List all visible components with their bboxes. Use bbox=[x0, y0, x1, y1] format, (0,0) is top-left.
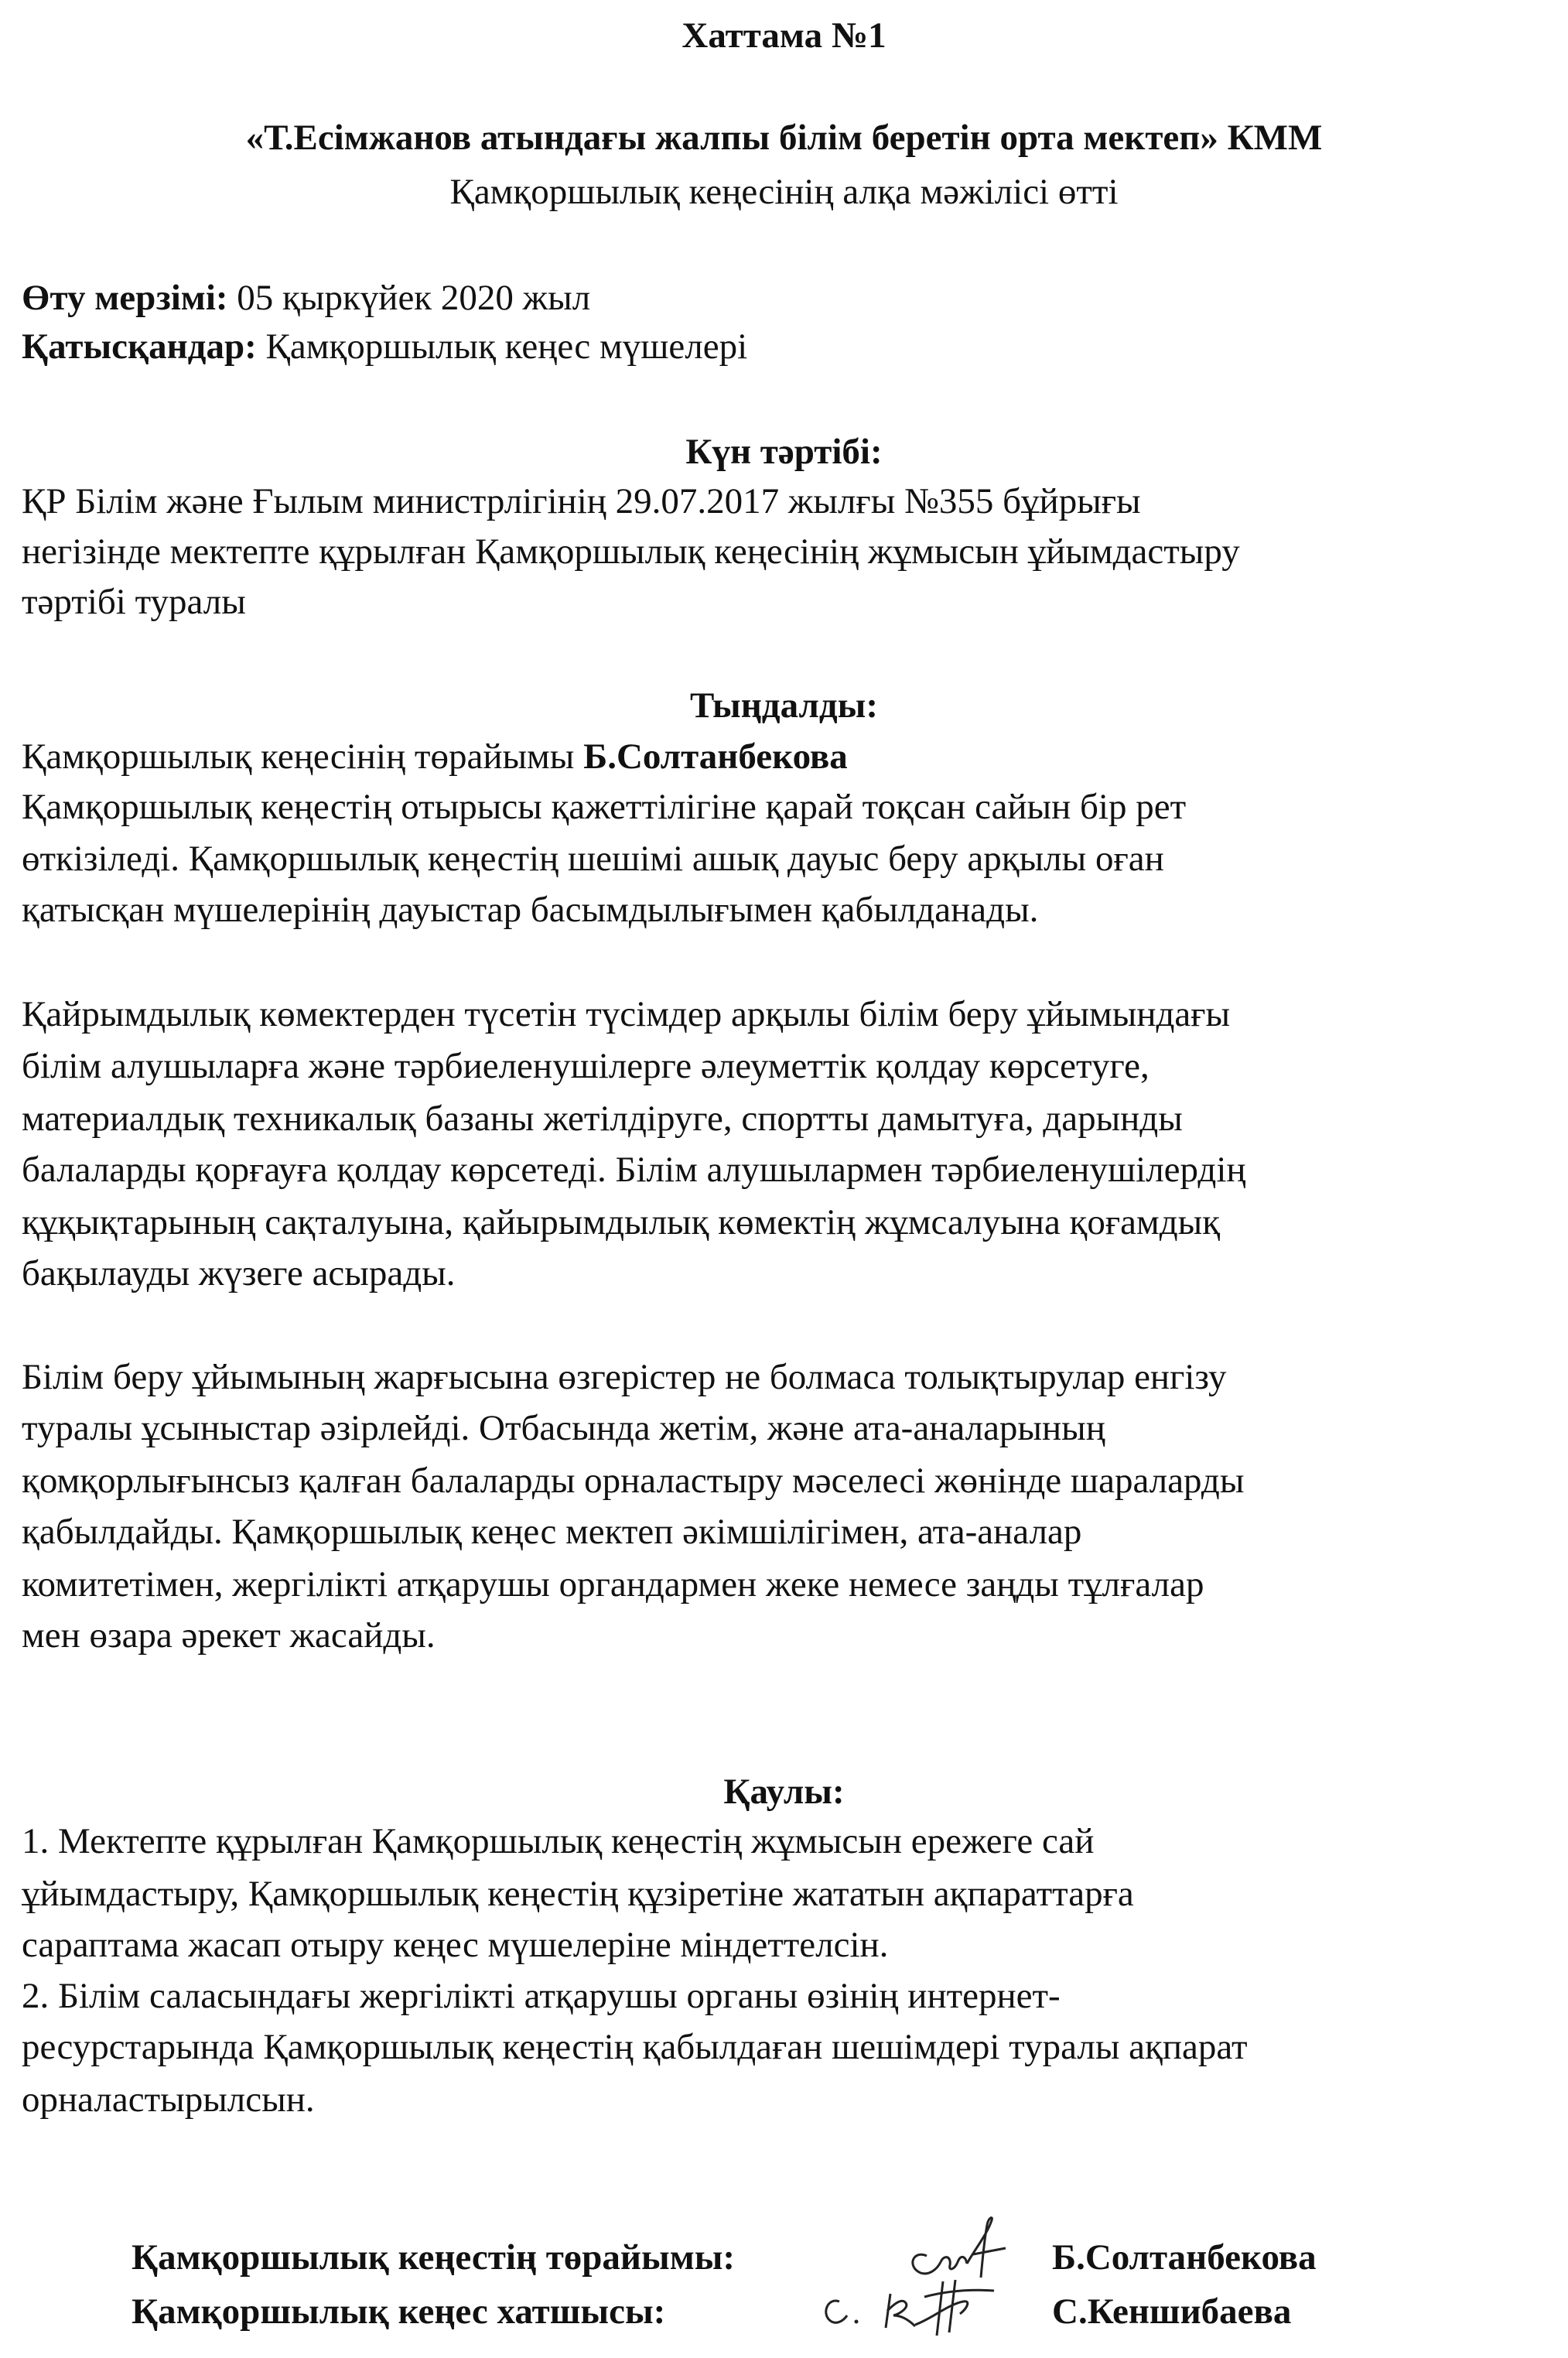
resolution-line: сараптама жасап отыру кеңес мүшелеріне міндеттелсін. bbox=[22, 1925, 889, 1965]
document-subtitle: Қамқоршылық кеңесінің алқа мәжілісі өтті bbox=[449, 172, 1119, 212]
paragraph-line: материалдық техникалық базаны жетілдіруге, спортты дамытуға, дарынды bbox=[22, 1099, 1183, 1139]
date-value: 05 қыркүйек 2020 жыл bbox=[227, 278, 591, 318]
paragraph-line: өткізіледі. Қамқоршылық кеңестің шешімі ашық дауыс беру арқылы оған bbox=[22, 839, 1164, 879]
paragraph-line: қомқорлығынсыз қалған балаларды орналастыру мәселесі жөнінде шараларды bbox=[22, 1461, 1245, 1501]
resolution-heading: Қаулы: bbox=[723, 1772, 845, 1812]
paragraph-line: комитетімен, жергілікті атқарушы органдармен жеке немесе заңды тұлғалар bbox=[22, 1564, 1204, 1604]
paragraph-line: Қамқоршылық кеңестің отырысы қажеттілігіне қарай тоқсан сайын бір рет bbox=[22, 787, 1187, 827]
resolution-line: 1. Мектепте құрылған Қамқоршылық кеңестің жұмысын ережеге сай bbox=[22, 1821, 1095, 1861]
resolution-line: 2. Білім саласындағы жергілікті атқарушы органы өзінің интернет- bbox=[22, 1976, 1061, 2016]
heard-heading: Тыңдалды: bbox=[690, 685, 878, 726]
paragraph-line: бақылауды жүзеге асырады. bbox=[22, 1253, 456, 1293]
paragraph-line: қабылдайды. Қамқоршылық кеңес мектеп әкімшілігімен, ата-аналар bbox=[22, 1512, 1082, 1552]
paragraph-line: Білім беру ұйымының жарғысына өзгерістер не болмаса толықтырулар енгізу bbox=[22, 1357, 1227, 1397]
document-title: Хаттама №1 bbox=[682, 15, 886, 56]
participants bbox=[22, 325, 747, 368]
paragraph-line: мен өзара әрекет жасайды. bbox=[22, 1615, 436, 1656]
secretary-name: С.Кеншибаева bbox=[1052, 2291, 1292, 2332]
speaker-name: Б.Солтанбекова bbox=[583, 736, 848, 777]
chair-name: Б.Солтанбекова bbox=[1052, 2237, 1317, 2278]
secretary-signature-label: Қамқоршылық кеңес хатшысы: bbox=[132, 2291, 666, 2332]
chair-signature-label: Қамқоршылық кеңестің төрайымы: bbox=[132, 2237, 736, 2278]
paragraph-line: құқықтарының сақталуына, қайырымдылық көмектің жұмсалуына қоғамдық bbox=[22, 1202, 1221, 1242]
date-label: Өту мерзімі: bbox=[22, 278, 228, 318]
paragraph-line: Қайрымдылық көмектерден түсетін түсімдер арқылы білім беру ұйымындағы bbox=[22, 994, 1231, 1034]
organization-line: «Т.Есімжанов атындағы жалпы білім беретін орта мектеп» КММ bbox=[245, 118, 1323, 158]
speaker-prefix: Қамқоршылық кеңесінің төрайымы bbox=[22, 736, 584, 777]
agenda-heading: Күн тәртібі: bbox=[685, 432, 883, 472]
resolution-line: ресурстарында Қамқоршылық кеңестің қабылдаған шешімдері туралы ақпарат bbox=[22, 2027, 1248, 2067]
paragraph-line: білім алушыларға және тәрбиеленушілерге әлеуметтік қолдау көрсетуге, bbox=[22, 1046, 1150, 1086]
agenda-line: негізінде мектепте құрылған Қамқоршылық кеңесінің жұмысын ұйымдастыру bbox=[22, 531, 1240, 572]
participants-label: Қатысқандар: bbox=[22, 326, 257, 367]
paragraph-line: туралы ұсыныстар әзірлейді. Отбасында жетім, және ата-аналарының bbox=[22, 1408, 1105, 1448]
meeting-date bbox=[22, 276, 590, 320]
agenda-line: тәртібі туралы bbox=[22, 582, 246, 622]
paragraph-line: қатысқан мүшелерінің дауыстар басымдылығымен қабылданады. bbox=[22, 890, 1039, 930]
paragraph-line: балаларды қорғауға қолдау көрсетеді. Білім алушылармен тәрбиеленушілердің bbox=[22, 1150, 1246, 1190]
resolution-line: ұйымдастыру, Қамқоршылық кеңестің құзіретіне жататын ақпараттарға bbox=[22, 1874, 1134, 1914]
resolution-line: орналастырылсын. bbox=[22, 2079, 315, 2120]
participants-value: Қамқоршылық кеңес мүшелері bbox=[256, 326, 748, 367]
speaker-line bbox=[22, 735, 848, 778]
agenda-line: ҚР Білім және Ғылым министрлігінің 29.07.2017 жылғы №355 бұйрығы bbox=[22, 481, 1141, 521]
secretary-signature bbox=[816, 2271, 1009, 2340]
